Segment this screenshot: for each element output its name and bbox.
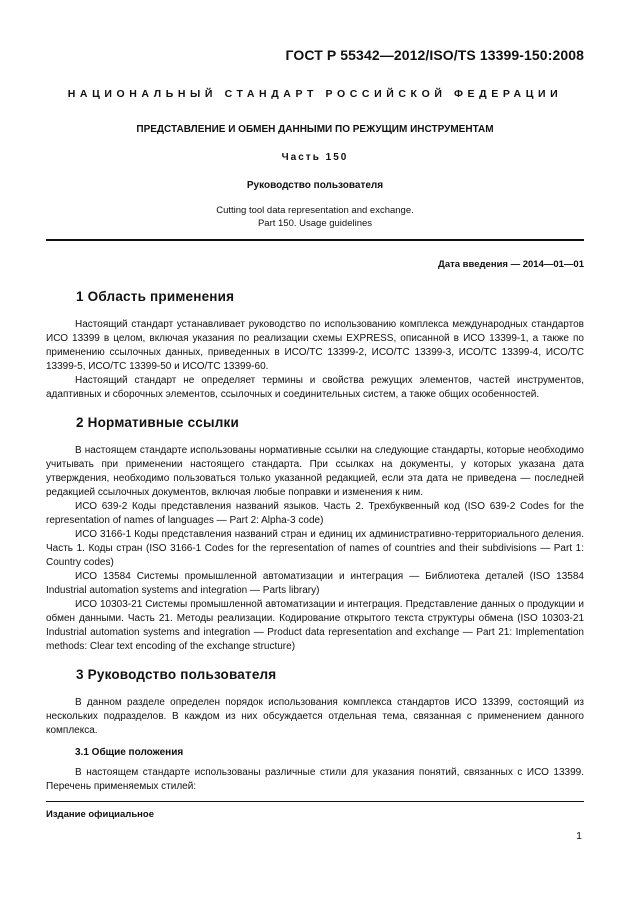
document-body (46, 290, 584, 808)
section-heading: 3 Руководство пользователя (76, 667, 277, 682)
section-scope (46, 290, 584, 402)
subsection-heading: 3.1 Общие положения (75, 747, 184, 758)
document-number: ГОСТ Р 55342—2012/ISO/TS 13399-150:2008 (285, 47, 584, 63)
paragraph: В данном разделе определен порядок использования комплекса стандартов ИСО 13399, состоящий из нескольких подразделов. В каждом из них обсуждается отдельная тема, связанная с применением данного комплекса. (46, 697, 584, 736)
official-edition-label: Издание официальное (46, 809, 154, 820)
footer-divider (46, 801, 584, 802)
english-title-line-2: Part 150. Usage guidelines (257, 218, 373, 229)
document-title: ПРЕДСТАВЛЕНИЕ И ОБМЕН ДАННЫМИ ПО РЕЖУЩИМ ИНСТРУМЕНТАМ (136, 124, 494, 135)
part-number: Часть 150 (281, 152, 349, 163)
paragraph: Настоящий стандарт не определяет термины и свойства режущих элементов, частей инструментов, адаптивных и сборочных элементов, ссылочных и соединительных систем, а также общих особенностей. (46, 375, 584, 400)
title-block (46, 124, 584, 230)
section-normative-references (46, 416, 584, 654)
national-standard-line: НАЦИОНАЛЬНЫЙ СТАНДАРТ РОССИЙСКОЙ ФЕДЕРАЦИИ (67, 88, 563, 100)
paragraph: В настоящем стандарте использованы различные стили для указания понятий, связанных с ИСО 13399. Перечень применяемых стилей: (46, 767, 584, 792)
document-subtitle: Руководство пользователя (246, 180, 384, 191)
section-user-guide (46, 668, 584, 794)
page-number: 1 (576, 830, 582, 842)
introduction-date: Дата введения — 2014—01—01 (438, 259, 584, 270)
section-heading: 1 Область применения (76, 289, 235, 304)
reference-item: ИСО 13584 Системы промышленной автоматизации и интеграция — Библиотека деталей (ISO 13584 Industrial automation systems and integration — Parts library) (46, 571, 584, 596)
title-divider (46, 239, 584, 241)
english-title-line-1: Cutting tool data representation and exchange. (216, 205, 414, 216)
reference-item: ИСО 639-2 Коды представления названий языков. Часть 2. Трехбуквенный код (ISO 639-2 Codes for the representation of names of languages — Part 2: Alpha-3 code) (46, 501, 584, 526)
paragraph: Настоящий стандарт устанавливает руководство по использованию комплекса международных стандартов ИСО 13399 в целом, включая указания по реализации схемы EXPRESS, описанной в ИСО 13399-1, а также по применению ссылочных данных, приведенных в ИСО/ТС 13399-2, ИСО/ТС 13399-3, ИСО/ТС 13399-4, ИСО/ТС 13399-5, ИСО/ТС 13399-50 и ИСО/ТС 13399-60. (46, 319, 584, 372)
reference-item: ИСО 3166-1 Коды представления названий стран и единиц их административно-территориального деления. Часть 1. Коды стран (ISO 3166-1 Codes for the representation of names of countries and their subdivisions — Part 1: Country codes) (46, 529, 584, 568)
reference-item: ИСО 10303-21 Системы промышленной автоматизации и интеграция. Представление данных о продукции и обмен данными. Часть 21. Методы реализации. Кодирование открытого текста структуры обмена (ISO 10303-21 Industrial automation systems and integration — Product data representation and exchange — Part 21: Implementation methods: Clear text encoding of the exchange structure) (46, 599, 584, 652)
section-heading: 2 Нормативные ссылки (76, 415, 239, 430)
paragraph: В настоящем стандарте использованы нормативные ссылки на следующие стандарты, которые необходимо учитывать при применении настоящего стандарта. При ссылках на документы, у которых указана дата утверждения, необходимо пользоваться только указанной редакцией, если эта дата не приведена — последней редакцией ссылочных документов, включая любые поправки и изменения к ним. (46, 445, 584, 498)
english-title (46, 204, 584, 230)
